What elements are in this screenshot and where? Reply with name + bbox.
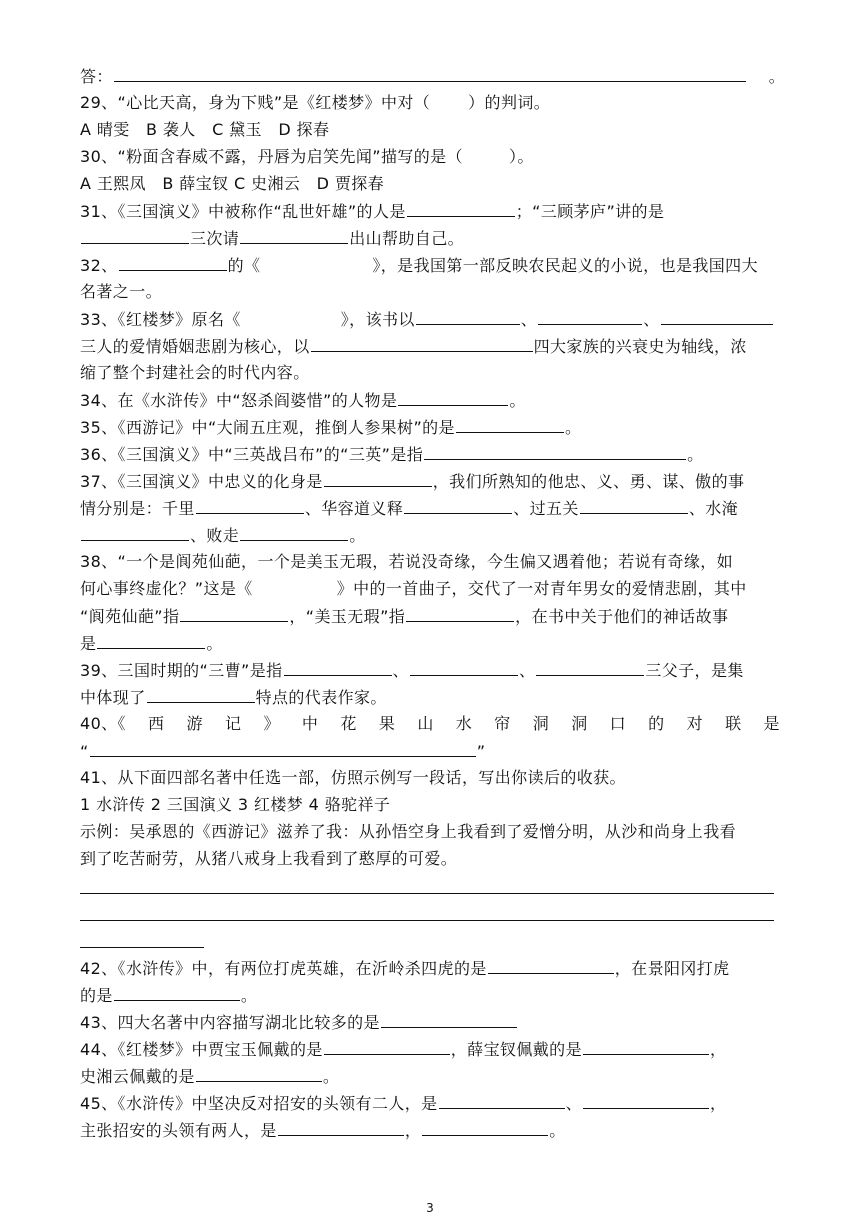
question-text: 42、《水浒传》中，有两位打虎英雄，在沂岭杀四虎的是: [80, 959, 487, 978]
page-number: 3: [426, 1201, 434, 1215]
question-text: 》中的一首曲子，交代了一对青年男女的爱情悲剧，其中: [336, 579, 747, 598]
question-text: 、败走: [190, 526, 240, 545]
writing-line: [80, 947, 204, 948]
question-35: [80, 417, 780, 438]
answer-blank: [583, 1039, 709, 1055]
answer-blank: [240, 525, 348, 541]
question-text: 情分别是：千里: [80, 499, 195, 518]
question-38-cont3: [80, 633, 780, 654]
question-char: 洞: [532, 714, 550, 733]
question-text: ，在书中关于他们的神话故事: [515, 607, 729, 626]
question-31: [80, 201, 780, 222]
question-text: 35、《西游记》中“大闹五庄观，推倒人参果树”的是: [80, 418, 455, 437]
question-29-options: [80, 120, 780, 140]
question-char: 西: [148, 714, 165, 733]
question-text: 。: [564, 418, 582, 437]
question-36: [80, 444, 780, 465]
question-text: 41、从下面四部名著中任选一部，仿照示例写一段话，写出你读后的收获。: [80, 768, 626, 787]
question-text: 。: [240, 986, 258, 1005]
question-char: 的: [648, 714, 665, 733]
question-text: 。: [349, 526, 366, 545]
question-text: 33、《红楼梦》原名《: [80, 310, 241, 329]
question-char: 果: [378, 714, 396, 733]
question-char: 记: [224, 714, 242, 733]
question-42-cont: [80, 985, 780, 1006]
question-29: [80, 93, 780, 113]
question-39-cont: [80, 687, 780, 708]
question-char: 中: [301, 714, 319, 733]
answer-blank: [422, 1120, 548, 1136]
question-text: ，: [709, 1094, 727, 1113]
question-text: 、华容道义释: [304, 499, 404, 518]
question-text: 29、“心比天高，身为下贱”是《红楼梦》中对（: [80, 93, 431, 112]
question-text: 。: [206, 634, 223, 653]
question-text: 。: [687, 445, 704, 464]
answer-blank: [97, 633, 205, 649]
question-text: 是: [80, 634, 97, 653]
answer-blank: [583, 1093, 709, 1109]
answer-blank: [580, 498, 688, 514]
question-char: 口: [609, 714, 627, 733]
question-text: 名著之一。: [80, 282, 163, 301]
question-37: [80, 471, 780, 492]
question-text: 43、四大名著中内容描写湖北比较多的是: [80, 1013, 380, 1032]
question-text: 38、“一个是阆苑仙葩，一个是美玉无瑕，若说没奇缘，今生偏又遇着他；若说有奇缘，如: [80, 552, 734, 571]
question-text: 。: [322, 1067, 340, 1086]
question-41-example-cont: [80, 849, 780, 869]
question-text: 37、《三国演义》中忠义的化身是: [80, 472, 323, 491]
question-41: [80, 768, 780, 788]
question-37-cont: [80, 498, 780, 519]
question-char: 游: [186, 714, 203, 733]
answer-blank: [404, 498, 512, 514]
question-34: [80, 390, 780, 411]
answer-blank: [114, 66, 746, 82]
separator: 、: [565, 1094, 582, 1113]
question-42: [80, 958, 780, 979]
answer-blank: [180, 606, 288, 622]
answer-blank: [196, 498, 304, 514]
answer-blank: [538, 309, 642, 325]
question-44-cont: [80, 1066, 780, 1087]
answer-blank: [398, 390, 508, 406]
separator: 、: [520, 310, 538, 329]
question-char: 40、《: [80, 714, 126, 733]
question-text: 、水淹: [688, 499, 739, 518]
answer-blank: [119, 255, 227, 271]
answer-blank: [536, 660, 644, 676]
question-text: 三人的爱情婚姻悲剧为核心，以: [80, 337, 310, 356]
options-text: A 晴雯 B 袭人 C 黛玉 D 探春: [80, 120, 330, 139]
question-30: [80, 147, 780, 167]
question-45: [80, 1093, 780, 1114]
answer-blank: [324, 471, 432, 487]
question-text: 示例：吴承恩的《西游记》滋养了我：从孙悟空身上我看到了爱憎分明，从沙和尚身上我看: [80, 822, 737, 841]
question-38-cont2: [80, 606, 780, 627]
question-41-example: [80, 822, 780, 842]
options-text: 1 水浒传 2 三国演义 3 红楼梦 4 骆驼祥子: [80, 795, 391, 814]
question-43: [80, 1012, 780, 1033]
question-text: ，我们所熟知的他忠、义、勇、谋、傲的事: [432, 472, 745, 491]
question-char: 联: [725, 714, 742, 733]
question-text: 的《: [227, 256, 261, 275]
question-38-cont: [80, 579, 780, 599]
question-text: 特点的代表作家。: [255, 688, 387, 707]
question-text: ）的判词。: [468, 93, 551, 112]
answer-blank: [240, 228, 348, 244]
answer-blank: [488, 958, 614, 974]
question-40: [80, 714, 780, 734]
answer-blank: [311, 336, 533, 352]
answer-blank: [81, 228, 189, 244]
answer-blank: [407, 201, 515, 217]
close-quote: ”: [476, 742, 486, 761]
open-quote: “: [80, 742, 89, 761]
answer-blank: [81, 525, 189, 541]
separator: 、: [643, 310, 660, 329]
question-33-cont: [80, 336, 780, 357]
separator: 、: [518, 661, 536, 680]
question-text: 31、《三国演义》中被称作“乱世奸雄”的人是: [80, 202, 406, 221]
answer-blank: [278, 1120, 404, 1136]
question-text: 。: [549, 1121, 566, 1140]
writing-line: [80, 920, 774, 921]
question-31-cont: [80, 228, 780, 249]
answer-prefix: 答：: [80, 67, 113, 86]
question-text: 36、《三国演义》中“三英战吕布”的“三英”是指: [80, 445, 424, 464]
question-char: 水: [455, 714, 473, 733]
question-40-cont: [80, 741, 780, 762]
question-char: 山: [417, 714, 434, 733]
question-44: [80, 1039, 780, 1060]
writing-line: [80, 893, 774, 894]
question-text: 三父子，是集: [645, 661, 744, 680]
question-char: 花: [340, 714, 357, 733]
options-text: A 王熙凤 B 薛宝钗 C 史湘云 D 贾探春: [80, 174, 385, 193]
question-text: 到了吃苦耐劳，从猪八戒身上我看到了憨厚的可爱。: [80, 849, 458, 868]
question-37-cont2: [80, 525, 780, 546]
question-text: 的是: [80, 986, 113, 1005]
answer-blank: [90, 741, 476, 757]
question-text: ，薛宝钗佩戴的是: [450, 1040, 582, 1059]
question-text: 主张招安的头领有两人，是: [80, 1121, 277, 1140]
answer-blank: [661, 309, 773, 325]
answer-blank: [196, 1066, 322, 1082]
question-text: 出山帮助自己。: [349, 229, 465, 248]
answer-blank: [406, 606, 514, 622]
question-text: 史湘云佩戴的是: [80, 1067, 195, 1086]
answer-line-28: [80, 66, 786, 87]
question-text: ，: [404, 1121, 422, 1140]
answer-blank: [410, 660, 518, 676]
question-text: 32、: [80, 256, 118, 275]
question-char: 帘: [494, 714, 511, 733]
question-text: 34、在《水浒传》中“怒杀阎婆惜”的人物是: [80, 391, 398, 410]
question-38: [80, 552, 780, 572]
answer-blank: [381, 1012, 517, 1028]
question-text: ；“三顾茅庐”讲的是: [515, 202, 665, 221]
question-text: ，在景阳冈打虎: [614, 959, 730, 978]
question-30-options: [80, 174, 780, 194]
answer-blank: [114, 985, 240, 1001]
question-text: 何心事终虚化？”这是《: [80, 579, 253, 598]
question-text: “阆苑仙葩”指: [80, 607, 180, 626]
separator: 、: [392, 661, 409, 680]
question-text: 。: [509, 391, 526, 410]
question-text: 44、《红楼梦》中贾宝玉佩戴的是: [80, 1040, 323, 1059]
question-char: 》: [263, 714, 280, 733]
question-text: 30、“粉面含春威不露，丹唇为启笑先闻”描写的是（: [80, 147, 463, 166]
question-text: 39、三国时期的“三曹”是指: [80, 661, 283, 680]
question-text: 》，是我国第一部反映农民起义的小说，也是我国四大: [372, 256, 758, 275]
answer-blank: [284, 660, 392, 676]
question-text: 缩了整个封建社会的时代内容。: [80, 363, 310, 382]
answer-blank: [456, 417, 564, 433]
question-32-cont: [80, 282, 780, 302]
question-text: ）。: [508, 147, 534, 166]
answer-blank: [439, 1093, 565, 1109]
question-41-choices: [80, 795, 780, 815]
question-text: 三次请: [190, 229, 240, 248]
question-39: [80, 660, 780, 681]
question-text: 45、《水浒传》中坚决反对招安的头领有二人，是: [80, 1094, 438, 1113]
question-33: [80, 309, 780, 330]
question-char: 是: [763, 714, 780, 733]
question-text: ，: [709, 1040, 727, 1059]
question-text: 四大家族的兴衰史为轴线，浓: [533, 337, 747, 356]
question-32: [80, 255, 780, 276]
question-text: 、过五关: [513, 499, 579, 518]
answer-blank: [416, 309, 520, 325]
question-text: 中体现了: [80, 688, 146, 707]
question-text: 》，该书以: [340, 310, 415, 329]
question-char: 洞: [571, 714, 588, 733]
question-33-cont2: [80, 363, 780, 383]
question-45-cont: [80, 1120, 780, 1141]
answer-blank: [424, 444, 686, 460]
question-text: ，“美玉无瑕”指: [289, 607, 406, 626]
question-char: 对: [686, 714, 703, 733]
answer-blank: [324, 1039, 450, 1055]
answer-blank: [147, 687, 255, 703]
answer-suffix: 。: [768, 67, 786, 86]
